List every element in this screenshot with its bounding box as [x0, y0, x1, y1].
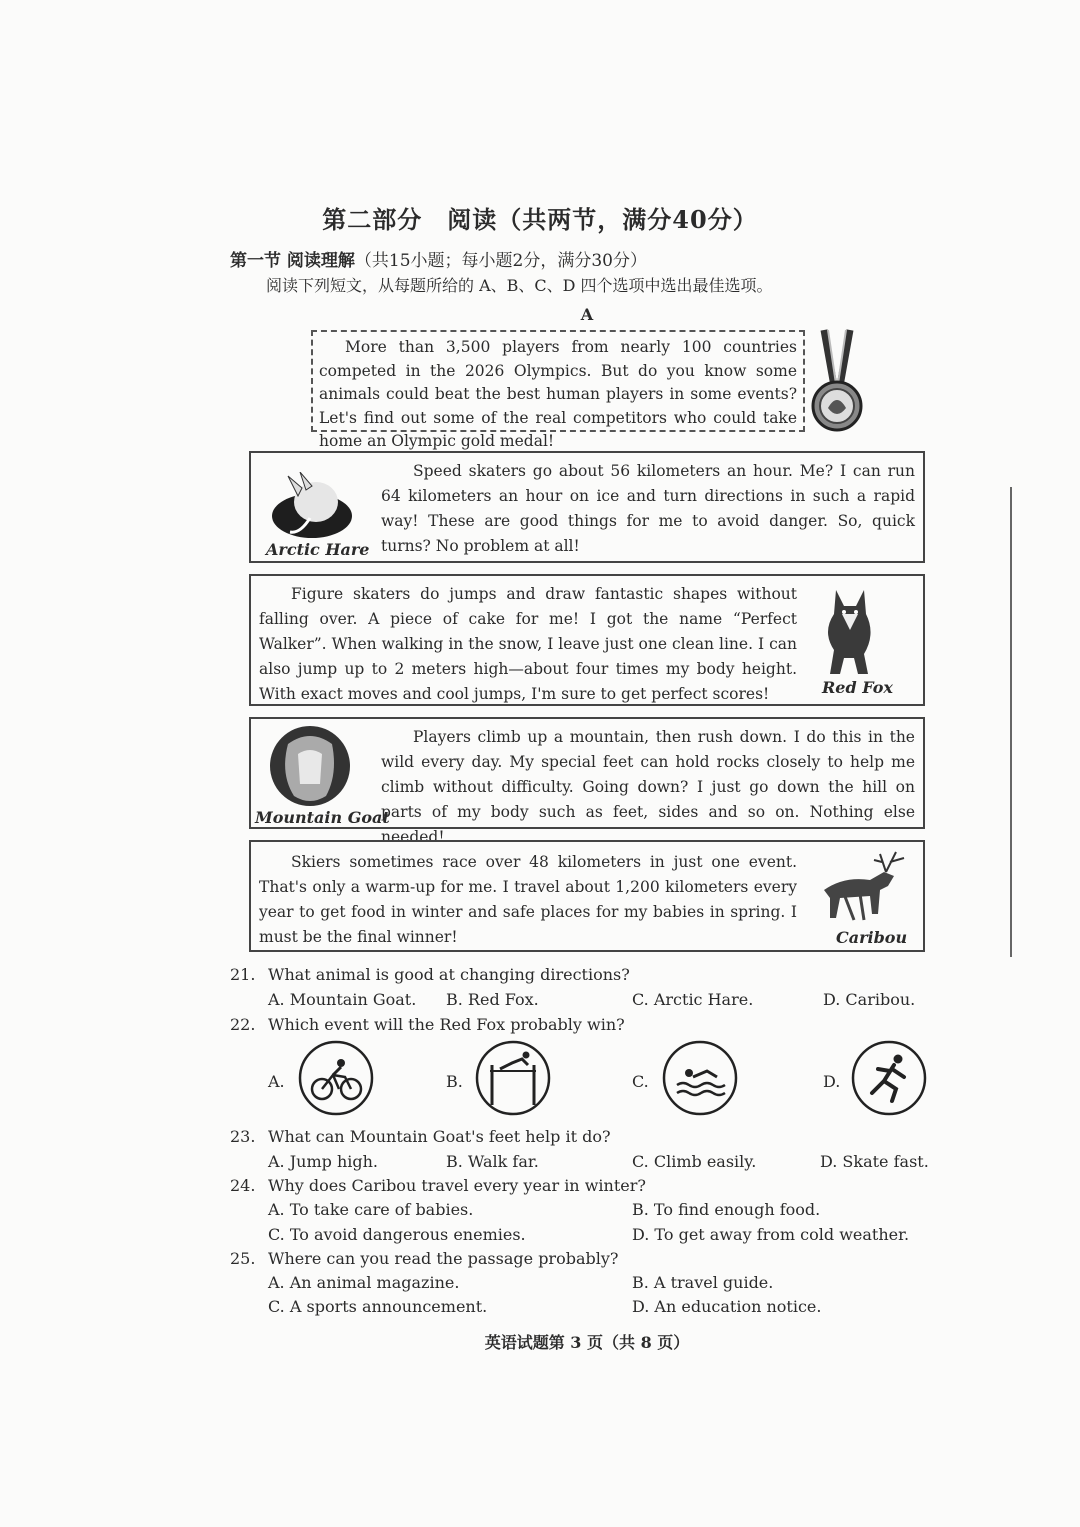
- animal-name-red-fox: Red Fox: [822, 678, 893, 697]
- question-text: Which event will the Red Fox probably win?: [268, 1015, 625, 1034]
- option-22b[interactable]: B.: [446, 1072, 463, 1091]
- animal-text: Figure skaters do jumps and draw fantastic shapes without falling over. A piece of cake for me! I got the name “Perfect Walker”. When walking in the snow, I leave just one clean line. I can also jump up to 2 meters high—about four times my body height. With exact moves and cool jumps, I'm sure to get perfect scores!: [259, 585, 797, 703]
- question-text: What animal is good at changing directions?: [268, 965, 630, 984]
- question-number: 25.: [230, 1249, 256, 1268]
- question-21: [230, 965, 630, 984]
- option-24b[interactable]: B. To find enough food.: [632, 1200, 821, 1219]
- option-25a[interactable]: A. An animal magazine.: [268, 1273, 460, 1292]
- animal-text: Speed skaters go about 56 kilometers an hour. Me? I can run 64 kilometers an hour on ice and turn directions in such a rapid way! These are good things for me to avoid danger. So, quick turns? No problem at all!: [381, 462, 915, 555]
- option-24d[interactable]: D. To get away from cold weather.: [632, 1225, 910, 1244]
- intro-box: More than 3,500 players from nearly 100 countries competed in the 2026 Olympics. But do you know some animals could beat the best human players in some events? Let's find out some of the real competitors who could take home an Olympic gold medal!: [311, 330, 805, 432]
- option-21b[interactable]: B. Red Fox.: [446, 990, 539, 1009]
- question-text: Where can you read the passage probably?: [268, 1249, 619, 1268]
- section-detail: （共15小题；每小题2分，满分30分）: [354, 251, 648, 271]
- section-title: [230, 246, 647, 271]
- arctic-hare-image: [270, 472, 354, 542]
- option-24c[interactable]: C. To avoid dangerous enemies.: [268, 1225, 526, 1244]
- instruction: 阅读下列短文，从每题所给的 A、B、C、D 四个选项中选出最佳选项。: [266, 276, 773, 295]
- option-25b[interactable]: B. A travel guide.: [632, 1273, 774, 1292]
- animal-name-arctic-hare: Arctic Hare: [266, 540, 370, 559]
- section-label: 第一节 阅读理解: [230, 251, 355, 271]
- caribou-image: [814, 850, 916, 924]
- option-21d[interactable]: D. Caribou.: [823, 990, 916, 1009]
- question-22: [230, 1015, 625, 1034]
- question-number: 22.: [230, 1015, 256, 1034]
- page-footer: 英语试题第 3 页（共 8 页）: [484, 1333, 690, 1352]
- option-21c[interactable]: C. Arctic Hare.: [632, 990, 754, 1009]
- animal-text: Players climb up a mountain, then rush down. I do this in the wild every day. My special feet can hold rocks closely to help me climb without difficulty. Going down? I just go down the hill on parts of my body such as feet, sides and so on. Nothing else needed!: [381, 728, 915, 846]
- animal-name-mountain-goat: Mountain Goat: [255, 808, 390, 827]
- option-21a[interactable]: A. Mountain Goat.: [268, 990, 417, 1009]
- running-icon[interactable]: [850, 1039, 928, 1117]
- medal-icon: [806, 328, 868, 436]
- mountain-goat-image: [268, 724, 352, 808]
- option-25c[interactable]: C. A sports announcement.: [268, 1297, 488, 1316]
- option-23c[interactable]: C. Climb easily.: [632, 1152, 757, 1171]
- option-22a[interactable]: A.: [268, 1072, 285, 1091]
- animal-text: Skiers sometimes race over 48 kilometers in just one event. That's only a warm-up for me. I travel about 1,200 kilometers every year to get food in winter and safe places for my babies in spring. I must be the final winner!: [259, 853, 797, 946]
- option-23a[interactable]: A. Jump high.: [268, 1152, 378, 1171]
- option-24a[interactable]: A. To take care of babies.: [268, 1200, 474, 1219]
- question-number: 23.: [230, 1127, 256, 1146]
- passage-letter: A: [580, 305, 594, 324]
- question-number: 21.: [230, 965, 256, 984]
- question-25: [230, 1249, 618, 1268]
- option-25d[interactable]: D. An education notice.: [632, 1297, 822, 1316]
- animal-name-caribou: Caribou: [836, 928, 908, 947]
- cycling-icon[interactable]: [297, 1039, 375, 1117]
- page-title: 第二部分 阅读（共两节，满分40分）: [322, 205, 758, 234]
- red-fox-image: [816, 584, 886, 676]
- question-text: Why does Caribou travel every year in winter?: [268, 1176, 646, 1195]
- option-23b[interactable]: B. Walk far.: [446, 1152, 539, 1171]
- question-23: [230, 1127, 611, 1146]
- option-23d[interactable]: D. Skate fast.: [820, 1152, 929, 1171]
- question-number: 24.: [230, 1176, 256, 1195]
- high-jump-icon[interactable]: [474, 1039, 552, 1117]
- question-24: [230, 1176, 646, 1195]
- question-text: What can Mountain Goat's feet help it do?: [268, 1127, 611, 1146]
- swimming-icon[interactable]: [661, 1039, 739, 1117]
- option-22c[interactable]: C.: [632, 1072, 649, 1091]
- option-22d[interactable]: D.: [823, 1072, 841, 1091]
- margin-line: [1010, 487, 1012, 957]
